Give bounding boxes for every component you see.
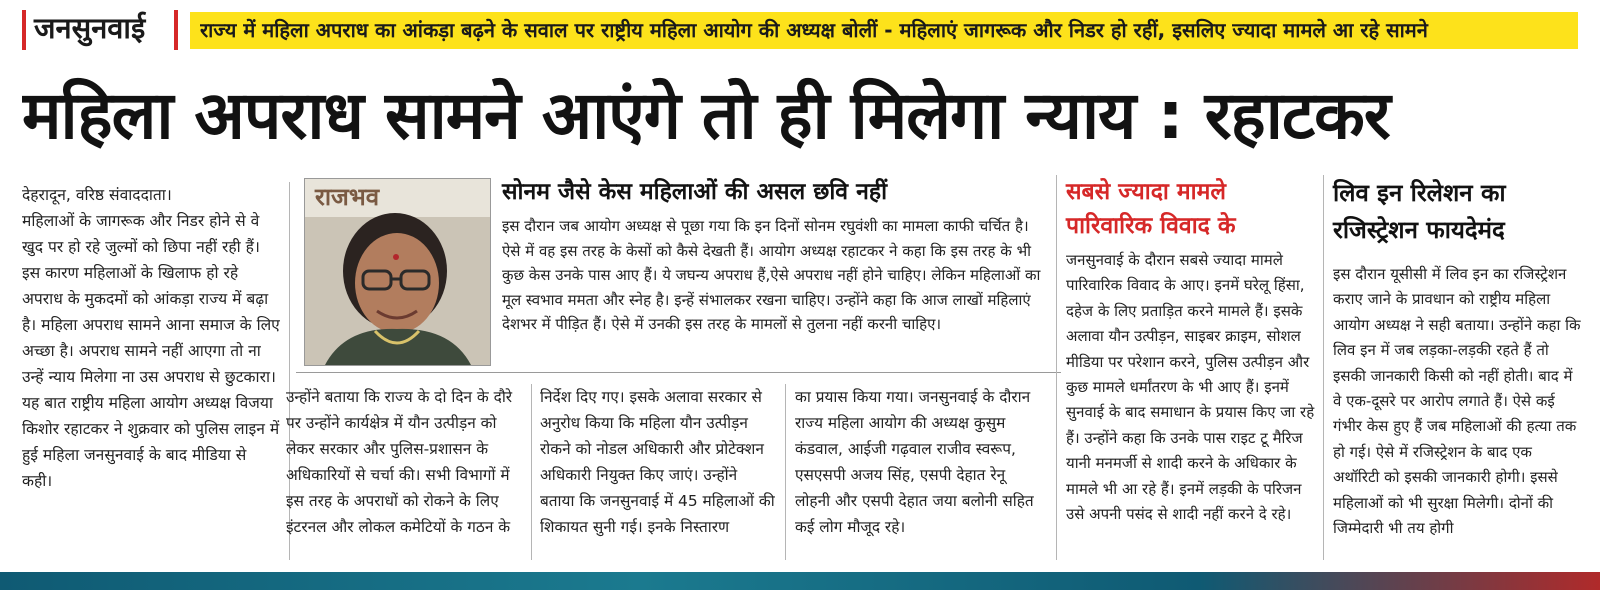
- subheading-live-in: लिव इन रिलेशन का रजिस्ट्रेशन फायदेमंद: [1333, 179, 1506, 244]
- column-divider: [1323, 175, 1324, 560]
- section-tag: जनसुनवाई: [34, 11, 146, 45]
- photo-sign-text: राजभव: [315, 183, 380, 211]
- column-3-text: निर्देश दिए गए। इसके अलावा सरकार से अनुरोध किया कि महिला यौन उत्पीड़न रोकने को नोडल अधिकारी और प्रोटेक्शन अधिकारी नियुक्त किए जाएं। उन्होंने बताया कि जनसुनवाई में 45 महिलाओं की शिकायत सुनी गई। इनके निस्तारण: [540, 388, 775, 536]
- column-1-text: देहरादून, वरिष्ठ संवाददाता। महिलाओं के जागरूक और निडर होने से वे खुद पर हो रहे जुल्मों को छिपा नहीं रही हैं। इस कारण महिलाओं के खिलाफ हो रहे अपराध के मुकदमों को आंकड़ा राज्य में बढ़ा है। महिला अपराध सामने आना समाज के लिए अच्छा है। अपराध सामने नहीं आएगा तो ना उन्हें न्याय मिलेगा ना उस अपराध से छुटकारा। यह बात राष्ट्रीय महिला आयोग अध्यक्ष विजया किशोर रहाटकर ने शुक्रवार को पुलिस लाइन में हुई महिला जनसुनवाई के बाद मीडिया से कही।: [22, 186, 280, 490]
- column-divider: [1056, 175, 1057, 560]
- subheading-family-disputes: सबसे ज्यादा मामले पारिवारिक विवाद के: [1066, 179, 1236, 239]
- live-in-text: इस दौरान यूसीसी में लिव इन का रजिस्ट्रेशन कराए जाने के प्रावधान को राष्ट्रीय महिला आयोग अध्यक्ष ने सही बताया। उन्होंने कहा कि लिव इन में जब लड़का-लड़की रहते हैं तो इसकी जानकारी किसी को नहीं होती। बाद में वे एक-दूसरे पर आरोप लगाते हैं। ऐसे कई गंभीर केस हुए हैं जब महिलाओं की हत्या तक हो गई। ऐसे में रजिस्ट्रेशन के बाद एक अथॉरिटी को इसकी जानकारी होगी। इससे महिलाओं को भी सुरक्षा मिलेगी। दोनों की जिम्मेदारी भी तय होगी: [1333, 265, 1581, 538]
- column-divider: [785, 384, 786, 560]
- subheading-sonam: सोनम जैसे केस महिलाओं की असल छवि नहीं: [502, 179, 888, 205]
- tag-bar-left: [22, 10, 26, 50]
- strap-line: राज्य में महिला अपराध का आंकड़ा बढ़ने के सवाल पर राष्ट्रीय महिला आयोग की अध्यक्ष बोलीं - महिलाएं जागरूक और निडर हो रहीं, इसलिए ज्यादा मामले आ रहे सामने: [200, 18, 1428, 42]
- headline: महिला अपराध सामने आएंगे तो ही मिलेगा न्याय : रहाटकर: [22, 77, 1390, 154]
- family-disputes-text: जनसुनवाई के दौरान सबसे ज्यादा मामले पारिवारिक विवाद के आए। इनमें घरेलू हिंसा, दहेज के लिए प्रताड़ित करने मामले हैं। इसके अलावा यौन उत्पीड़न, साइबर क्राइम, सोशल मीडिया पर परेशान करने, पुलिस उत्पीड़न और कुछ मामले धर्मांतरण के भी आए हैं। इनमें सुनवाई के बाद समाधान के प्रयास किए जा रहे हैं। उन्होंने कहा कि उनके पास राइट टू मैरिज यानी मनमर्जी से शादी करने के अधिकार के मामले भी आ रहे हैं। इनमें लड़की के परिजन उसे अपनी पसंद से शादी नहीं करने दे रहे।: [1066, 251, 1315, 524]
- bottom-color-bar: [0, 572, 1600, 590]
- tag-bar-right: [174, 10, 178, 50]
- column-4-text: का प्रयास किया गया। जनसुनवाई के दौरान राज्य महिला आयोग की अध्यक्ष कुसुम कंडवाल, आईजी गढ़वाल राजीव स्वरूप, एसएसपी अजय सिंह, एसपी देहात रेनू लोहनी और एसपी देहात जया बलोनी सहित कई लोग मौजूद रहे।: [795, 388, 1034, 536]
- column-divider: [531, 384, 532, 560]
- sonam-box-text: इस दौरान जब आयोग अध्यक्ष से पूछा गया कि इन दिनों सोनम रघुवंशी का मामला काफी चर्चित है। ऐसे में वह इस तरह के केसों को कैसे देखती हैं। आयोग अध्यक्ष रहाटकर ने कहा कि इस तरह के भी कुछ केस उनके पास आए हैं। ये जघन्य अपराध हैं,ऐसे अपराध नहीं होने चाहिए। लेकिन महिलाओं का मूल स्वभाव ममता और स्नेह है। इन्हें संभालकर रखना चाहिए। उन्होंने कहा कि आज लाखों महिलाएं देशभर में पीड़ित हैं। ऐसे में उनकी इस तरह के मामलों से तुलना नहीं करनी चाहिए।: [502, 217, 1041, 334]
- horizontal-rule: [296, 372, 1061, 373]
- column-2-text: उन्होंने बताया कि राज्य के दो दिन के दौरे पर उन्होंने कार्यक्षेत्र में यौन उत्पीड़न को लेकर सरकार और पुलिस-प्रशासन के अधिकारियों से चर्चा की। सभी विभागों में इस तरह के अपराधों को रोकने के लिए इंटरनल और लोकल कमेटियों के गठन के: [286, 388, 513, 536]
- portrait-illustration: [305, 179, 490, 365]
- portrait-photo: [304, 178, 491, 366]
